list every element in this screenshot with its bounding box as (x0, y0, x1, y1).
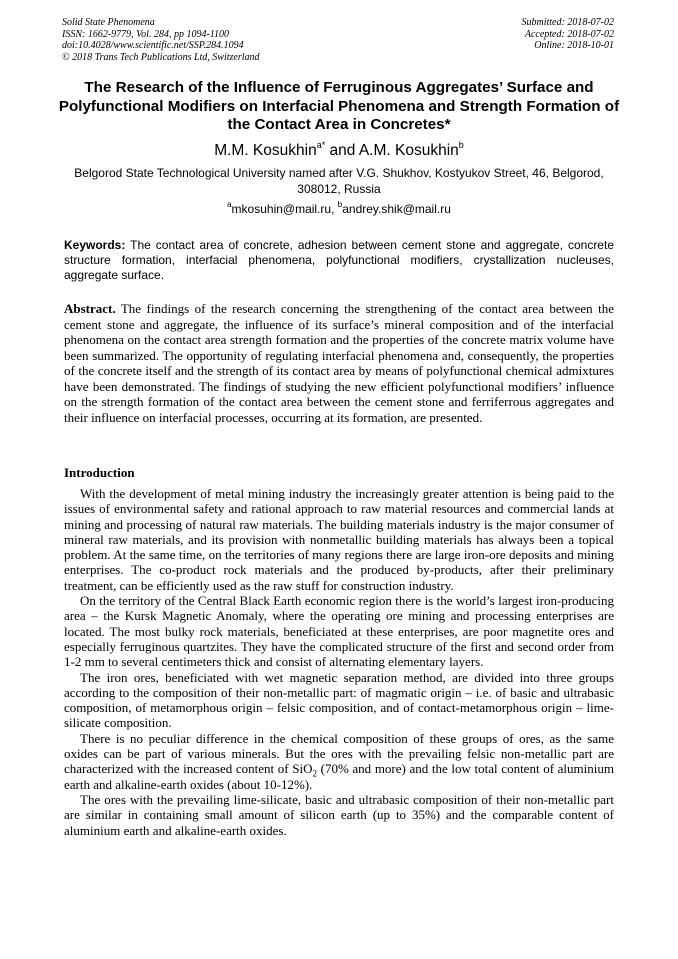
email-b[interactable]: andrey.shik@mail.ru (342, 202, 451, 216)
author-conjunction: and (325, 142, 359, 159)
issn: ISSN: 1662-9779, Vol. 284, pp 1094-1100 (62, 28, 230, 40)
paragraph-2: On the territory of the Central Black Earth economic region there is the world’s largest iron-producing area – the Kursk Magnetic Anomaly, where the operating ore mining and processing enterprises are located. The most bulky rock materials, beneficiated at these enterprises, are poor magnetite ores and especially ferruginous quartzites. They have the complicated structure of the first and second order from 1-2 mm to several centimeters thick and consist of alternating elementary layers. (64, 593, 614, 670)
affiliation: Belgorod State Technological University named after V.G. Shukhov, Kostyukov Street, 46, Belgorod, 308012, Russia (74, 166, 604, 196)
paper-title: The Research of the Influence of Ferruginous Aggregates’ Surface and Polyfunctional Modifiers on Interfacial Phenomena and Strength Formation of the Contact Area in Concretes* (58, 79, 620, 133)
email-a[interactable]: mkosuhin@mail.ru (231, 202, 332, 216)
submitted-date: Submitted: 2018-07-02 (521, 17, 614, 28)
doi: doi:10.4028/www.scientific.net/SSP.284.1094 (62, 40, 244, 51)
paragraph-5: The ores with the prevailing lime-silicate, basic and ultrabasic composition of their non-metallic part are similar in containing small amount of silicon earth (up to 35%) and the comparable content of aluminium earth and alkaline-earth oxides. (64, 791, 614, 838)
abstract (64, 301, 614, 425)
keywords-label: Keywords: (64, 238, 126, 252)
introduction-body (64, 486, 614, 838)
author-2: A.M. Kosukhin (358, 142, 459, 159)
accepted-date: Accepted: 2018-07-02 (524, 28, 614, 40)
abstract-text: The findings of the research concerning the strengthening of the contact area between the cement stone and aggregate, the influence of its surface’s mineral composition and of the interfacial phenomena on the contact area strength formation and the properties of the concrete matrix volume have been summarized. The opportunity of regulating interfacial phenomena and, consequently, the properties of the concrete itself and the strength of its contact area by means of polyfunctional chemical admixtures have been demonstrated. The findings of studying the new efficient polyfunctional modifiers’ influence on the strength formation of the contact area between the cement stone and ferriferrous aggregates and their influence on interfacial processes, occurring at its formation, are presented. (64, 301, 614, 425)
paragraph-4-part-a: There is no peculiar difference in the chemical composition of these groups of ores, as the same oxides can be part of various minerals. But the ores with the prevailing felsic non-metallic part are characterized with the increased content of SiO (64, 730, 614, 777)
paragraph-1: With the development of metal mining industry the increasingly greater attention is being paid to the issues of environmental safety and rational approach to raw material resources and commercial lands at mining and processing of natural raw materials. The building materials industry is the major consumer of mineral raw materials, and its provision with nonmetallic building materials has always been a topical problem. At the same time, on the territories of many regions there are large iron-ore deposits and mining enterprises. The co-product rock materials and the produced by-products, after their preliminary treatment, can be efficiently used as the raw stuff for construction industry. (64, 486, 614, 593)
publication-dates (522, 17, 615, 52)
paragraph-3: The iron ores, beneficiated with wet magnetic separation method, are divided into three groups according to the composition of their non-metallic part: of magmatic origin – i.e. of basic and ultrabasic composition, of metamorphous origin – felsic composition, and of contact-metamorphous origin – lime-silicate composition. (64, 669, 614, 731)
keywords-text: The contact area of concrete, adhesion between cement stone and aggregate, concrete structure formation, interfacial phenomena, polyfunctional modifiers, crystallization nucleuses, aggregate surface. (64, 238, 614, 282)
paragraph-4-part-b: (70% and more) and the low total content of aluminium earth and alkaline-earth oxides (about 10-12%). (64, 761, 614, 792)
online-date: Online: 2018-10-01 (534, 40, 614, 51)
journal-info (62, 17, 260, 63)
author-1: M.M. Kosukhin (214, 142, 317, 159)
email-b-superscript: b (337, 200, 343, 209)
author-2-superscript: b (458, 139, 464, 150)
subscript-2: 2 (312, 768, 317, 779)
abstract-label: Abstract. (64, 301, 116, 316)
author-1-superscript: a* (316, 139, 326, 150)
authors (0, 141, 678, 161)
paragraph-4 (64, 731, 614, 792)
email-a-superscript: a (227, 200, 232, 209)
email-separator: , (331, 202, 338, 216)
emails (0, 201, 678, 217)
keywords (64, 238, 614, 283)
copyright: © 2018 Trans Tech Publications Ltd, Switzerland (62, 51, 260, 63)
introduction-heading: Introduction (64, 465, 135, 480)
journal-name: Solid State Phenomena (62, 17, 155, 28)
